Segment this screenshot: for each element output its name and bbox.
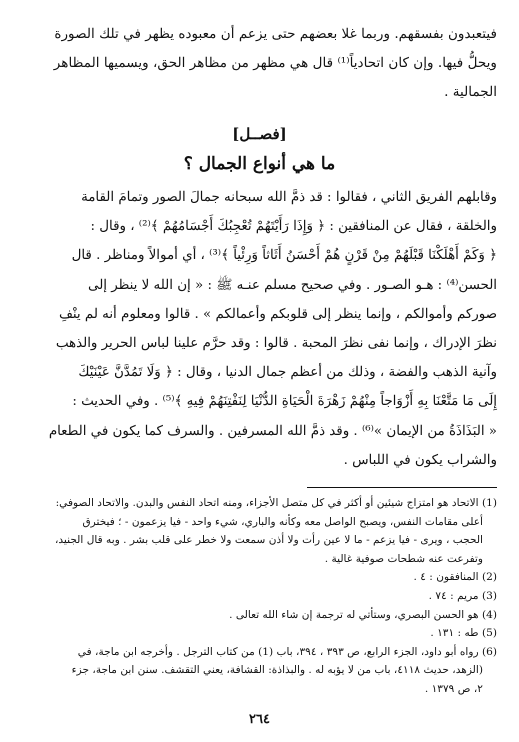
text-line: وقابلهم الفريق الثاني ، فقالوا : قد ذمَّ الله سبحانه جمالَ الصور وتمامَ القامة — [81, 190, 497, 205]
footnote-line: (4) هو الحسن البصري، وستأتي له ترجمة إن شاء الله تعالى . — [229, 608, 497, 621]
footnote-line: الحجب ، ويرى - فيا يزعم - ما لا عين رأت ولا أذن سمعت ولا خطر على قلب بشر . وبه قال الجنيد، — [54, 534, 483, 547]
footnote-line: (2) المنافقون : ٤ . — [413, 571, 497, 584]
text-line: الحسن⁽⁴⁾ : هـو الصـور . وفي صحيح مسلم عنـه ﷺ : « إن الله لا ينظر إلى — [88, 277, 497, 293]
main-paragraph — [22, 183, 497, 475]
section-title: ما هي أنواع الجمال ؟ — [183, 154, 336, 174]
text-line: صوركم وأموالكم ، وإنما ينظر إلى قلوبكم وأعمالكم » . قالوا ومعلوم أنه لم ينْفِ — [59, 306, 497, 322]
footnote-line: (الزهد، حديث ٤١١٨، باب من لا يؤبه له . والبذاذة: القشافة، يعني التقشف. سنن ابن ماجة، جزء — [71, 664, 483, 677]
text-line: الجمالية . — [444, 84, 497, 100]
text-line: إِلَى مَا مَتَّعْنَا بِهِ أَزْوَاجاً مِنْهُمْ زَهْرَةَ الْحَيَاةِ الدُّنْيَا لِنَفْتِنَهُمْ فِيهِ ﴾⁽⁵⁾ . وفي الحديث : — [72, 394, 497, 410]
text-line: ويحلُّ فيها. وإن كان اتحادياً⁽¹⁾ قال هي مظهر من مظاهر الحق، ويسميها المظاهر — [53, 55, 497, 71]
text-line: فيتعبدون بفسقهم. وربما غلا بعضهم حتى يزعم أن معبوده يظهر في تلك الصورة — [54, 26, 497, 42]
text-line: والشراب يكون في اللباس . — [343, 452, 497, 468]
text-line: ﴿ وَكَمْ أَهْلَكْنَا قَبْلَهُمْ مِنْ قَرْنٍ هُمْ أَحْسَنُ أَثَاثاً وَرِئْياً ﴾⁽³⁾ ، أي أموالاً ومناظر . قال — [71, 248, 497, 264]
footnote-line: وتفرعت عنه شطحات صوفية غالية . — [324, 552, 483, 565]
footnote-line: (5) طه : ١٣١ . — [430, 627, 497, 640]
text-line: نظرَ الإدراك ، وإنما نفى نظرَ المحبة . قالوا : وقد حرَّم علينا لباس الحرير والذهب — [55, 336, 497, 352]
section-label: [فصــل] — [232, 125, 287, 143]
text-line: وآنية الذهب والفضة ، وذلك من أعظم جمال الدنيا ، وقال : ﴿ وَلَا تَمُدَّنَّ عَيْنَيْكَ — [78, 365, 497, 381]
top-paragraph — [22, 20, 497, 107]
footnotes — [22, 494, 497, 699]
footnote-divider — [307, 487, 497, 488]
footnote-line: (3) مريم : ٧٤ . — [428, 590, 497, 602]
footnote-line: أعلى مقامات النفس، ويصبح الواصل معه وكأنه والباري، شيء واحد - فيا يزعمون - ؛ فيخترق — [82, 515, 483, 528]
text-line: والخلقة ، فقال عن المنافقين : ﴿ وَإِذَا رَأَيْتَهُمْ تُعْجِبُكَ أَجْسَامُهُمْ ﴾⁽²⁾ ، وقال : — [90, 219, 497, 235]
footnote-line: (1) الاتحاد هو امتزاج شيئين أو أكثر في كل متصل الأجزاء، ومنه اتحاد النفس والبدن. والاتحاد الصوفي: — [55, 497, 497, 510]
footnote-line: ٢، ص ١٣٧٩ . — [424, 682, 483, 695]
footnote-line: (6) رواه أبو داود، الجزء الرابع، ص ٣٩٣ ، ٣٩٤، باب (1) من كتاب الترجل . وأخرجه ابن ماجة، في — [77, 645, 497, 658]
text-line: « البَذَاذَةُ من الإيمان »⁽⁶⁾ . وقد ذمَّ الله المسرفين . والسرف كما يكون في الطعام — [48, 423, 497, 439]
page-number: ٢٦٤ — [249, 712, 270, 727]
